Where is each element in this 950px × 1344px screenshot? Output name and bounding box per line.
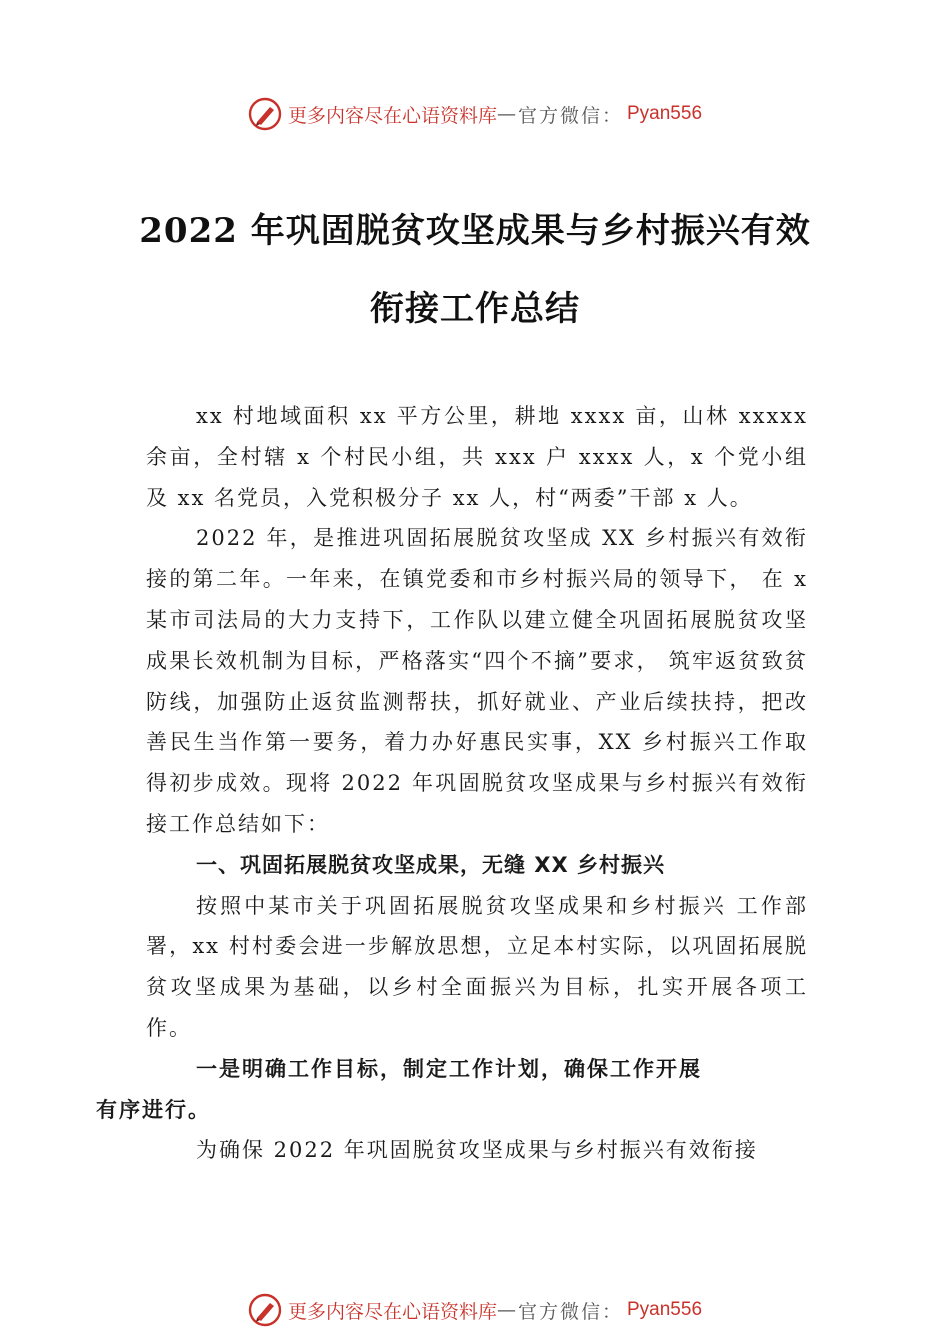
pen-nib-logo-icon xyxy=(248,1293,282,1327)
banner-library-text: 更多内容尽在心语资料库 xyxy=(287,1300,497,1323)
document-title-line-2: 衔接工作总结 xyxy=(370,289,580,329)
paragraph-point-1 xyxy=(96,1049,808,1131)
document-title-line-1: 2022 年巩固脱贫攻坚成果与乡村振兴有效 xyxy=(139,211,811,251)
section-heading-1: 一、巩固拓展脱贫攻坚成果，无缝 XX 乡村振兴 xyxy=(196,852,666,877)
header-banner xyxy=(0,94,950,134)
banner-wechat-id: Pyan556 xyxy=(627,1299,703,1320)
footer-banner xyxy=(0,1290,950,1330)
paragraph-point-1-line-2: 有序进行。 xyxy=(96,1096,211,1122)
paragraph-introduction: 2022 年，是推进巩固拓展脱贫攻坚成 XX 乡村振兴有效衔接的第二年。一年来，在镇党委和市乡村振兴局的领导下， 在 x 某市司法局的大力支持下，工作队以建立健全巩固拓展脱贫攻坚成果长效机制为目标，严格落实“四个不摘”要求， 筑牢返贫致贫防线，加强防止返贫监测帮扶，抓好就业、产业后续扶持，把改善民生当作第一要务，着力办好惠民实事，XX 乡村振兴工作取得初步成效。现将 2022 年巩固脱贫攻坚成果与乡村振兴有效衔接工作总结如下： xyxy=(146,526,808,836)
banner-wechat-label: 官方微信： xyxy=(517,104,623,127)
paragraph-point-1-detail: 为确保 2022 年巩固脱贫攻坚成果与乡村振兴有效衔接 xyxy=(196,1138,758,1163)
banner-wechat-id: Pyan556 xyxy=(627,103,703,124)
document-body xyxy=(96,396,808,1171)
banner-wechat-label: 官方微信： xyxy=(517,1300,623,1323)
banner-dash: — xyxy=(496,103,518,125)
pen-nib-logo-icon xyxy=(248,97,282,131)
paragraph-point-1-line-1: 一是明确工作目标，制定工作计划，确保工作开展 xyxy=(196,1055,702,1081)
paragraph-village-overview: xx 村地域面积 xx 平方公里，耕地 xxxx 亩，山林 xxxxx 余亩，全村辖 x 个村民小组，共 xxx 户 xxxx 人，x 个党小组及 xx 名党员，入党积极分子 xx 人，村“两委”干部 x 人。 xyxy=(146,404,808,510)
paragraph-section-1-intro: 按照中某市关于巩固拓展脱贫攻坚成果和乡村振兴 工作部署，xx 村村委会进一步解放思想，立足本村实际，以巩固拓展脱贫攻坚成果为基础，以乡村全面振兴为目标，扎实开展各项工作。 xyxy=(146,893,808,1040)
banner-dash: — xyxy=(496,1299,518,1321)
banner-library-text: 更多内容尽在心语资料库 xyxy=(287,104,497,127)
